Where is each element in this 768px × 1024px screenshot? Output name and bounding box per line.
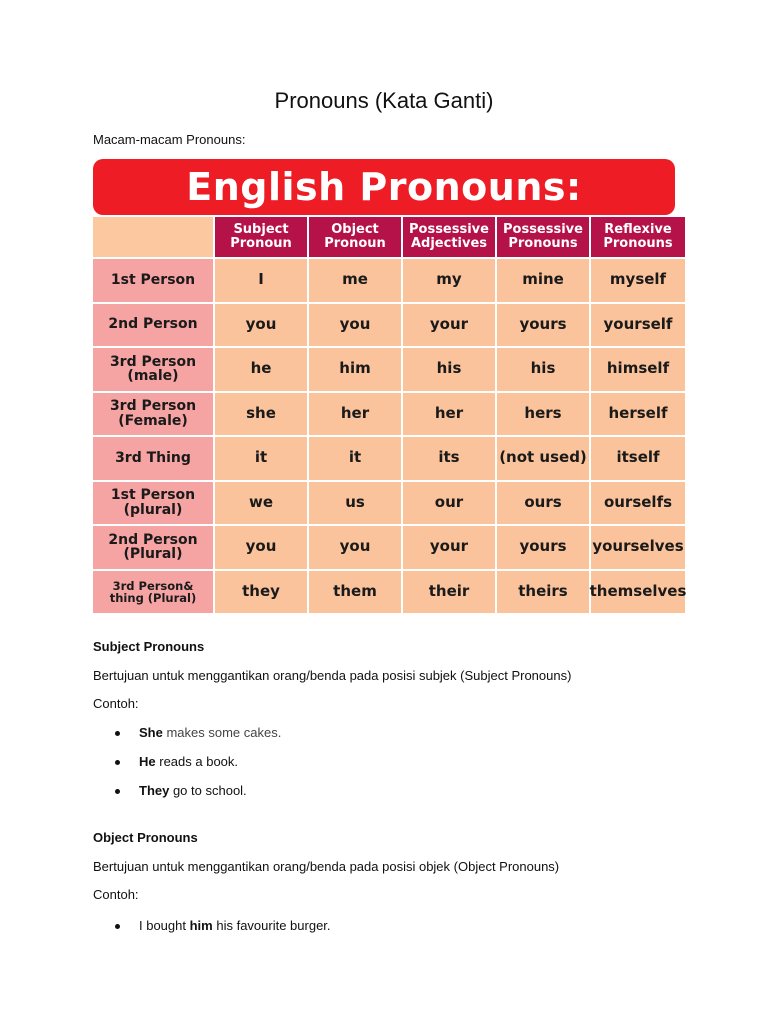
object-examples-list (113, 917, 331, 946)
table-cell: you (309, 304, 401, 347)
table-cell: you (215, 526, 307, 569)
table-cell: its (403, 437, 495, 480)
table-cell: their (403, 571, 495, 614)
row-label: 2nd Person (93, 304, 213, 347)
table-cell: yourselves (591, 526, 685, 569)
english-pronouns-figure (93, 159, 687, 605)
example-pronoun: him (189, 918, 213, 933)
subject-pronouns-heading: Subject Pronouns (93, 639, 205, 654)
table-cell: yourself (591, 304, 685, 347)
table-cell: she (215, 393, 307, 436)
table-cell: you (215, 304, 307, 347)
subject-example-label: Contoh: (93, 696, 139, 711)
table-cell: us (309, 482, 401, 525)
table-cell: I (215, 259, 307, 302)
table-cell: our (403, 482, 495, 525)
table-cell: himself (591, 348, 685, 391)
table-cell: we (215, 482, 307, 525)
column-header: Possessive Adjectives (403, 217, 495, 257)
example-pronoun: They (139, 783, 170, 798)
table-cell: his (497, 348, 589, 391)
table-cell: myself (591, 259, 685, 302)
table-cell: my (403, 259, 495, 302)
table-cell: theirs (497, 571, 589, 614)
row-label: 2nd Person (Plural) (93, 526, 213, 569)
table-cell: itself (591, 437, 685, 480)
row-label: 3rd Person (male) (93, 348, 213, 391)
table-cell: themselves (591, 571, 685, 614)
subject-examples-list (113, 724, 281, 811)
column-header: Reflexive Pronouns (591, 217, 685, 257)
table-cell: her (403, 393, 495, 436)
table-cell: herself (591, 393, 685, 436)
list-item (113, 753, 281, 782)
table-corner (93, 217, 213, 257)
example-before: I bought (139, 918, 190, 933)
table-cell: ours (497, 482, 589, 525)
table-cell: him (309, 348, 401, 391)
list-item (113, 917, 331, 946)
document-title: Pronouns (Kata Ganti) (274, 88, 494, 113)
table-cell: them (309, 571, 401, 614)
row-label: 3rd Person& thing (Plural) (93, 571, 213, 614)
column-header: Possessive Pronouns (497, 217, 589, 257)
table-cell: your (403, 304, 495, 347)
row-label: 1st Person (plural) (93, 482, 213, 525)
object-pronouns-heading: Object Pronouns (93, 830, 198, 845)
table-cell: her (309, 393, 401, 436)
row-label: 3rd Thing (93, 437, 213, 480)
subject-pronouns-description: Bertujuan untuk menggantikan orang/benda pada posisi subjek (Subject Pronouns) (93, 668, 572, 683)
list-item (113, 782, 281, 811)
intro-text: Macam-macam Pronouns: (93, 132, 246, 147)
table-cell: yours (497, 526, 589, 569)
table-cell: mine (497, 259, 589, 302)
list-item (113, 724, 281, 753)
table-cell: (not used) (497, 437, 589, 480)
row-label: 1st Person (93, 259, 213, 302)
table-cell: your (403, 526, 495, 569)
table-cell: he (215, 348, 307, 391)
table-cell: hers (497, 393, 589, 436)
figure-banner: English Pronouns: (93, 159, 675, 215)
table-cell: his (403, 348, 495, 391)
table-cell: you (309, 526, 401, 569)
example-after: his favourite burger. (212, 918, 331, 933)
table-cell: me (309, 259, 401, 302)
column-header: Object Pronoun (309, 217, 401, 257)
example-rest: go to school. (169, 783, 247, 798)
object-example-label: Contoh: (93, 887, 139, 902)
table-cell: ourselfs (591, 482, 685, 525)
pronoun-table (93, 217, 687, 605)
example-pronoun: He (139, 754, 156, 769)
object-pronouns-description: Bertujuan untuk menggantikan orang/benda pada posisi objek (Object Pronouns) (93, 859, 560, 874)
table-cell: yours (497, 304, 589, 347)
row-label: 3rd Person (Female) (93, 393, 213, 436)
table-cell: it (215, 437, 307, 480)
table-cell: they (215, 571, 307, 614)
example-rest: reads a book. (155, 754, 239, 769)
example-rest: makes some cakes. (162, 725, 282, 740)
table-cell: it (309, 437, 401, 480)
example-pronoun: She (139, 725, 163, 740)
column-header: Subject Pronoun (215, 217, 307, 257)
